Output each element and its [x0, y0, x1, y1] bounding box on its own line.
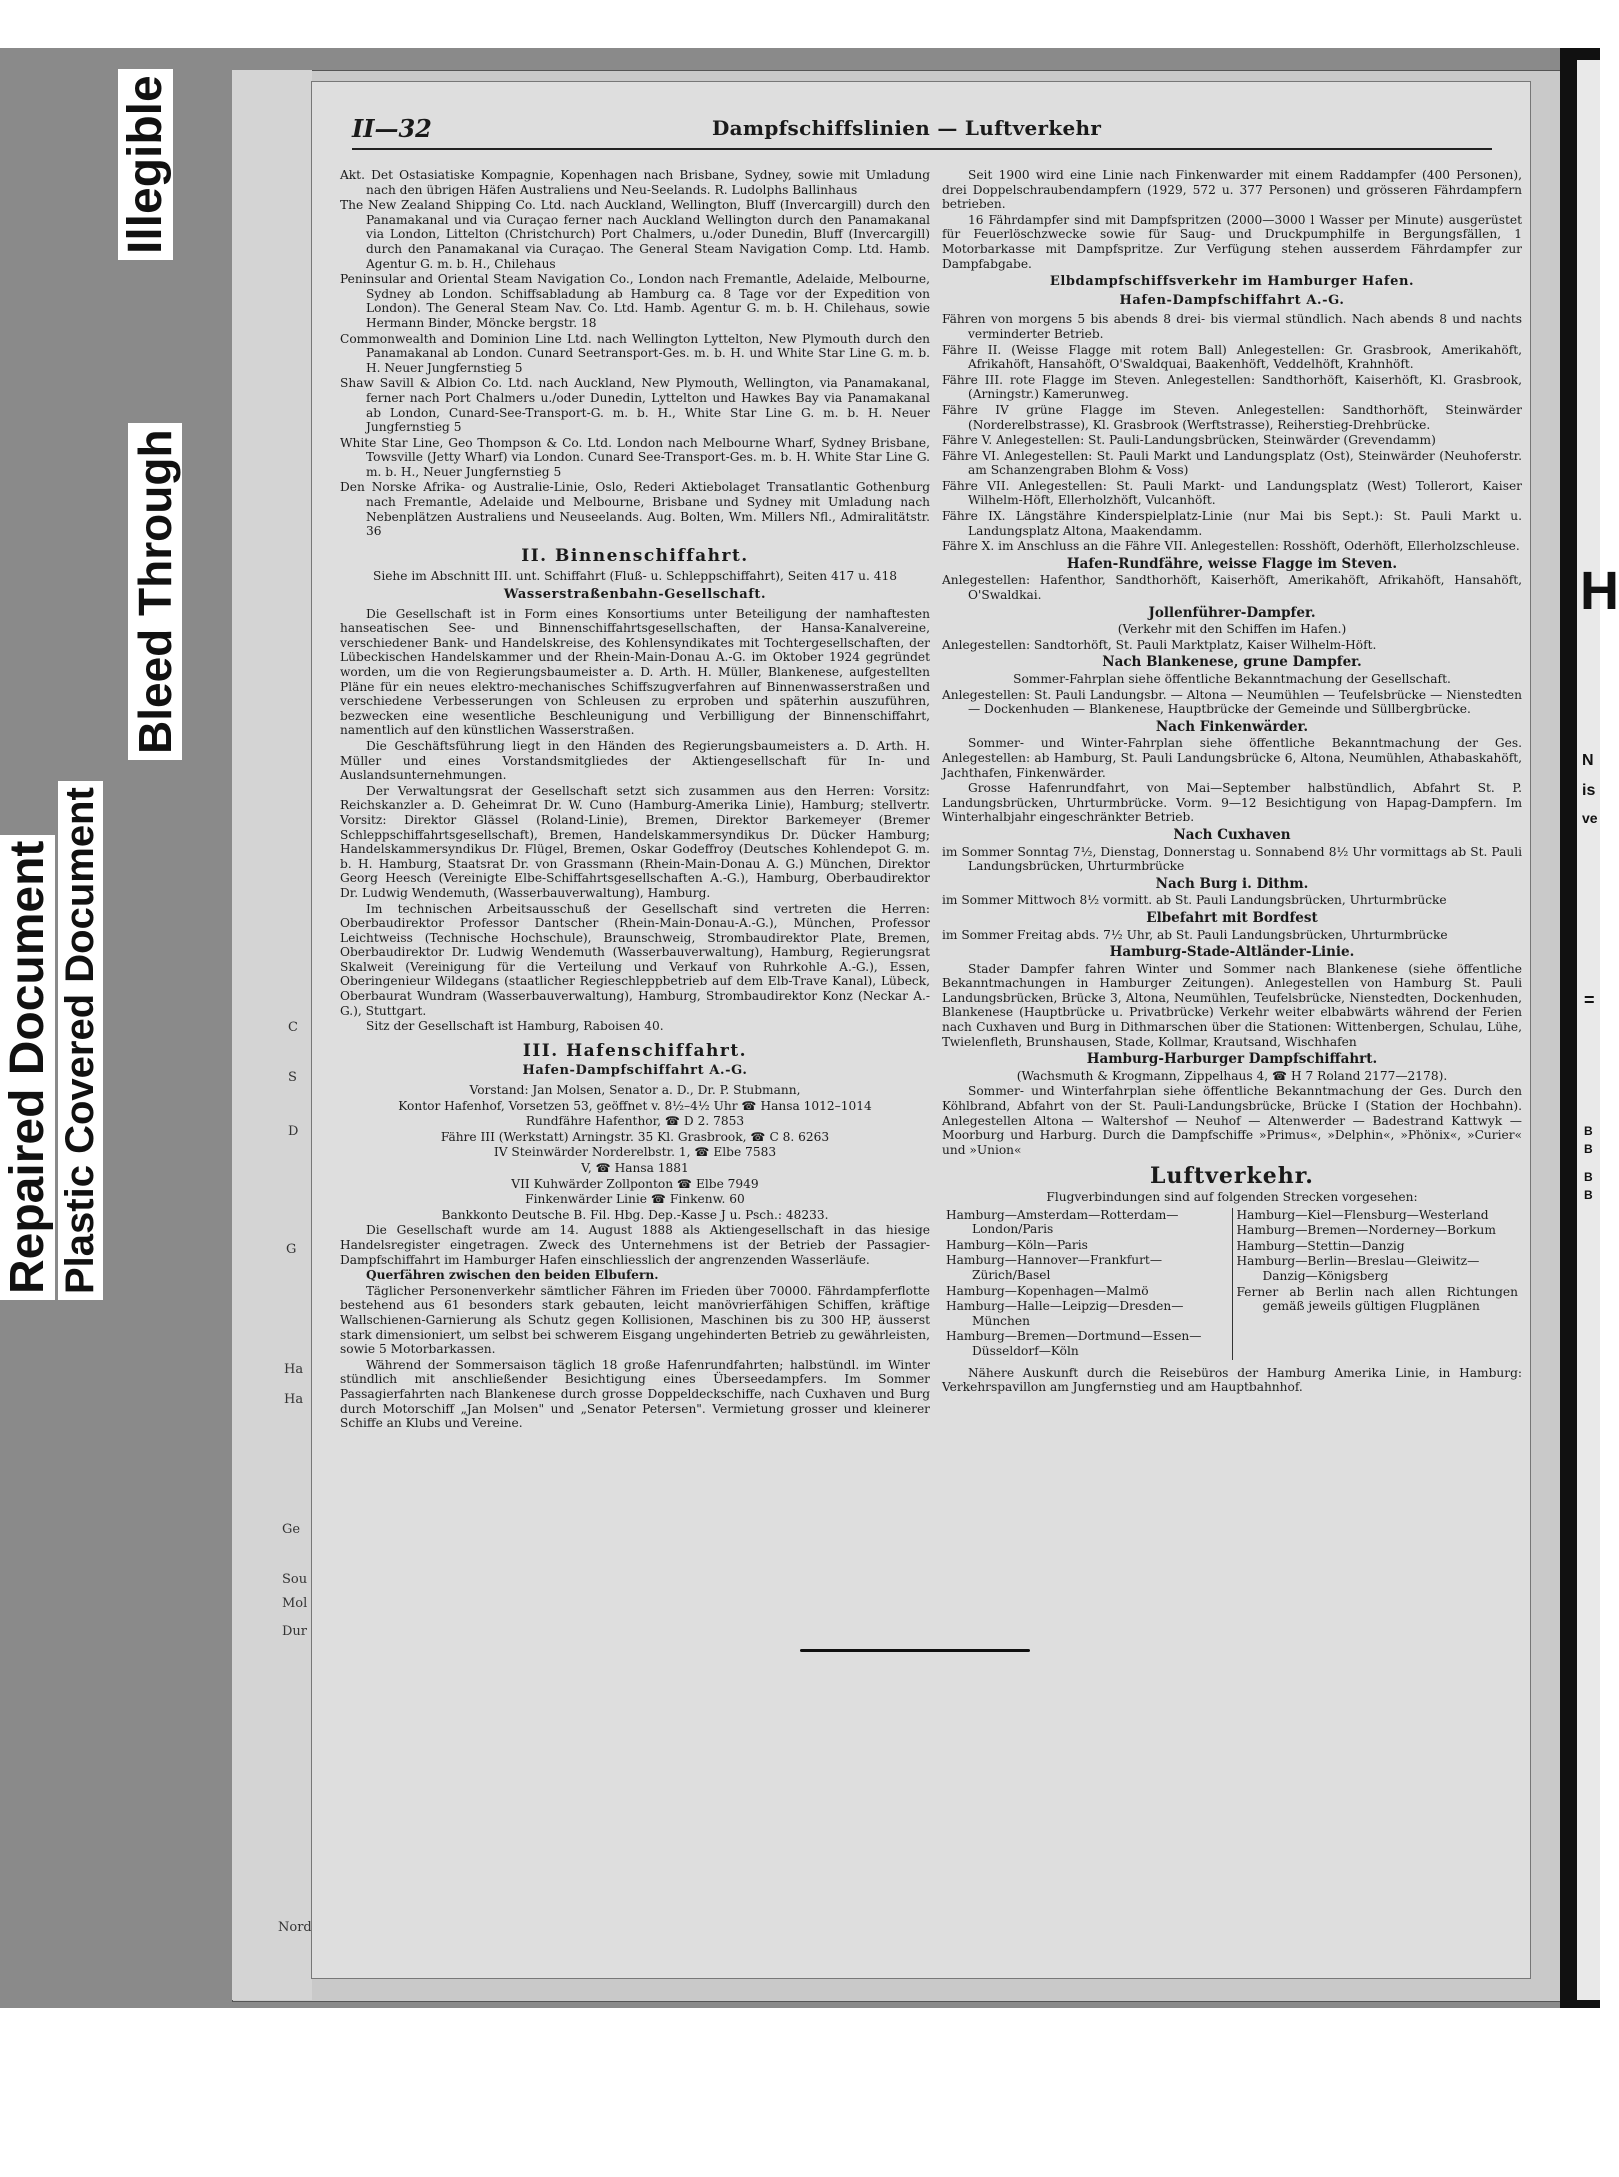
shipping-line-entry: Commonwealth and Dominion Line Ltd. nach Wellington Lyttelton, New Plymouth durch den Panamakanal ab London. Cunard Seetransport-Ges. m. b. H. und White Star Line G. m. b. H. Neuer Jungfernstieg 5	[340, 331, 930, 375]
paragraph: Die Geschäftsführung liegt in den Händen des Regierungsbaumeisters a. D. Arth. H. Müller und eines Vorstandsmitgliedes der Aktiengesellschaft für In- und Auslandsunternehmungen.	[340, 738, 930, 783]
section-heading-hafenschiffahrt: III. Hafenschiffahrt.	[522, 1040, 748, 1061]
edge-fragment: Sou	[282, 1572, 308, 1587]
edge-fragment: B	[1584, 1188, 1593, 1202]
edge-fragment: B	[1584, 1142, 1593, 1156]
ferry-entry: Fähre III. rote Flagge im Steven. Anlegestellen: Sandthorhöft, Kaiserhöft, Kl. Grasbrook, (Arningstr.) Kamerunweg.	[942, 372, 1522, 402]
right-column	[942, 168, 1522, 1396]
edge-fragment: D	[288, 1124, 299, 1139]
edge-fragment: G	[286, 1242, 297, 1257]
paragraph: Sommer-Fahrplan siehe öffentliche Bekanntmachung der Gesellschaft.	[1013, 672, 1451, 686]
left-margin-strip	[232, 70, 312, 2000]
subheading-cuxhaven: Nach Cuxhaven	[1173, 826, 1291, 843]
end-rule	[800, 1649, 1030, 1652]
subheading-wasserstrassenbahn: Wasserstraßenbahn-Gesellschaft.	[503, 587, 767, 603]
page-header	[352, 114, 1492, 150]
paragraph: Seit 1900 wird eine Linie nach Finkenwarder mit einem Raddampfer (400 Personen), drei Doppelschraubendampfern (1929, 572 u. 377 Personen) und grösseren Fährdampfern betrieben.	[942, 168, 1522, 212]
paragraph: Anlegestellen: Hafenthor, Sandthorhöft, Kaiserhöft, Amerikahöft, Afrikahöft, Hansahöft, O'Swaldkai.	[942, 573, 1522, 603]
contact-line: Vorstand: Jan Molsen, Senator a. D., Dr. P. Stubmann,	[469, 1083, 801, 1098]
document-page	[312, 82, 1530, 1978]
ferry-entry: Fähren von morgens 5 bis abends 8 drei- bis viermal stündlich. Nach abends 8 und nachts verminderter Betrieb.	[942, 312, 1522, 341]
list-item: Hamburg—Stettin—Danzig	[1236, 1238, 1405, 1253]
subheading-jollenfuehrer: Jollenführer-Dampfer.	[1148, 604, 1316, 621]
edge-fragment: Mol	[282, 1596, 308, 1611]
contact-line: V, ☎ Hansa 1881	[581, 1161, 689, 1175]
page-title: Dampfschiffslinien — Luftverkehr	[712, 116, 1102, 140]
subheading-harburg: Hamburg-Harburger Dampfschiffahrt.	[1086, 1051, 1378, 1068]
list-item: Hamburg—Kiel—Flensburg—Westerland	[1236, 1207, 1489, 1222]
page-number: II—32	[352, 114, 432, 143]
paragraph: im Sommer Sonntag 7½, Dienstag, Donnerstag u. Sonnabend 8½ Uhr vormittags ab St. Pauli Landungsbrücken, Uhrturmbrücke	[942, 844, 1522, 874]
contact-line: Kontor Hafenhof, Vorsetzen 53, geöffnet v. 8½–4½ Uhr ☎ Hansa 1012–1014	[398, 1098, 872, 1113]
list-item: Hamburg—Kopenhagen—Malmö	[946, 1283, 1149, 1298]
section-heading-binnenschiffahrt: II. Binnenschiffahrt.	[521, 545, 749, 566]
list-item: Ferner ab Berlin nach allen Richtungen gemäß jeweils gültigen Flugplänen	[1236, 1284, 1518, 1314]
left-column	[340, 168, 930, 1432]
paragraph: Im technischen Arbeitsausschuß der Gesellschaft sind vertreten die Herren: Oberbaudirektor Professor Dantscher (Rhein-Main-Donau-A.-G.), München, Professor Leichtweiss (Technische Hochschule), Braunschweig, Strombaudirektor Plate, Bremen, Oberbaudirektor Dr. Ludwig Wendemuth (Wasserbauverwaltung), Hamburg, Regierungsrat Skalweit (Vereinigung für die Verteilung und Verkauf von Ruhrkohle A.-G.), Essen, Oberingenieur Wildegans (staatlicher Regieschleppbetrieb auf dem Elb-Trave Kanal), Lübeck, Oberbaurat Wundram (Wasserbauverwaltung), Hamburg, Strombaudirektor Konz (Neckar A.-G.), Stuttgart.	[340, 901, 930, 1018]
section-reference: Siehe im Abschnitt III. unt. Schiffahrt (Fluß- u. Schleppschiffahrt), Seiten 417 u. 418	[372, 569, 898, 584]
edge-fragment: S	[288, 1070, 297, 1085]
ferry-entry: Fähre IX. Längstähre Kinderspielplatz-Linie (nur Mai bis Sept.): St. Pauli Markt u. Landungsplatz Altona, Maakendamm.	[942, 509, 1522, 538]
edge-fragment: B	[1584, 1170, 1593, 1184]
paragraph: Täglicher Personenverkehr sämtlicher Fähren im Frieden über 70000. Fährdampferflotte bestehend aus 61 besonders stark gebauten, leicht manövrierfähigen Schiffen, kräftige Wallschienen-Garnierung als Schutz gegen Kollisionen, Maschinen bis zu 300 HP, äusserst stark dimensioniert, um selbst bei schwerem Eisgang ungehinderten Betrieb zu gewährleisten, sowie 5 Motorbarkassen.	[340, 1283, 930, 1357]
paragraph: Sommer- und Winterfahrplan siehe öffentliche Bekanntmachung der Ges. Durch den Köhlbrand, Abfahrt von der St. Pauli-Landungsbrücke, Brücke I (Station der Hochbahn). Anlegestellen Altona — Waltershof — Neuhof — Altenwerder — Badestrand Kattwyk — Moorburg und Harburg. Durch die Dampfschiffe »Primus«, »Delphin«, »Phönix«, »Curier« und »Union«	[942, 1084, 1522, 1157]
edge-fragment: =	[1584, 990, 1595, 1010]
label-repaired-document: Repaired Document	[0, 835, 55, 1300]
section-heading-luftverkehr: Luftverkehr.	[1150, 1163, 1314, 1190]
subheading-hafen-dampfschiffahrt: Hafen-Dampfschiffahrt A.-G.	[1119, 292, 1345, 308]
paragraph: Sitz der Gesellschaft ist Hamburg, Raboisen 40.	[366, 1019, 664, 1034]
list-item: Hamburg—Berlin—Breslau—Gleiwitz—Danzig—Königsberg	[1236, 1254, 1480, 1283]
paragraph: Während der Sommersaison täglich 18 große Hafenrundfahrten; halbstündl. im Winter stündlich mit anschließender Besichtigung eines Überseedampfers. Im Sommer Passagierfahrten nach Blankenese durch grosse Doppeldeckschiffe, nach Cuxhaven und Burg durch Motorschiff „Jan Molsen" und „Senator Petersen". Vermietung grosser und kleinerer Schiffe an Klubs und Vereine.	[340, 1357, 930, 1431]
edge-fragment: B	[1584, 1124, 1593, 1138]
subheading-burg: Nach Burg i. Dithm.	[1155, 875, 1309, 892]
edge-fragment: C	[288, 1020, 298, 1035]
paragraph: Die Gesellschaft wurde am 14. August 1888 als Aktiengesellschaft in das hiesige Handelsregister eingetragen. Zweck des Unternehmens ist der Betrieb der Passagier-Dampfschiffahrt im Hamburger Hafen einschliesslich der angrenzenden Wasserläufe.	[340, 1223, 930, 1267]
list-item: Hamburg—Bremen—Dortmund—Essen—Düsseldorf—Köln	[946, 1329, 1202, 1358]
list-item: Hamburg—Köln—Paris	[946, 1237, 1088, 1252]
ferry-entry: Fähre VI. Anlegestellen: St. Pauli Markt und Landungsplatz (Ost), Steinwärder (Neuhoferstr. am Schanzengraben Blohm & Voss)	[942, 448, 1522, 478]
flight-routes	[942, 1208, 1522, 1360]
edge-fragment: Nord	[278, 1920, 312, 1935]
address-line: (Wachsmuth & Krogmann, Zippelhaus 4, ☎ H 7 Roland 2177—2178).	[1016, 1068, 1448, 1083]
paragraph: Grosse Hafenrundfahrt, von Mai—September halbstündlich, Abfahrt St. P. Landungsbrücken, Uhrturmbrücke. Vorm. 9—12 Besichtigung von Hapag-Dampfern. Im Winterhalbjahr eingeschränkter Betrieb.	[942, 781, 1522, 825]
paragraph: Querfähren zwischen den beiden Elbufern.	[366, 1268, 659, 1283]
contact-line: Finkenwärder Linie ☎ Finkenw. 60	[525, 1192, 745, 1207]
paragraph: Anlegestellen: Sandtorhöft, St. Pauli Marktplatz, Kaiser Wilhelm-Höft.	[942, 637, 1377, 652]
adjacent-page-edge	[1577, 60, 1600, 2000]
edge-fragment: is	[1582, 782, 1596, 799]
paragraph: im Sommer Freitag abds. 7½ Uhr, ab St. Pauli Landungsbrücken, Uhrturmbrücke	[942, 927, 1448, 942]
paragraph: Stader Dampfer fahren Winter und Sommer nach Blankenese (siehe öffentliche Bekanntmachungen in Hamburger Zeitungen). Anlegestellen von Hamburg St. Pauli Landungsbrücken, Brücke 3, Altona, Neumühlen, Teufelsbrücke, Nienstedten, Dockenhuden, Blankenese (Hauptbrücke u. Privatbrücke) Verkehr weiter elbabwärts während der Ferien nach Cuxhaven und Burg in Dithmarschen über die Stationen: Wittenbergen, Schulau, Lühe, Twielenfleth, Brunshausen, Stade, Kollmar, Krautsand, Wischhafen	[942, 961, 1522, 1049]
contact-line: Bankkonto Deutsche B. Fil. Hbg. Dep.-Kasse J u. Psch.: 48233.	[441, 1207, 829, 1222]
contact-line: VII Kuhwärder Zollponton ☎ Elbe 7949	[511, 1176, 759, 1191]
ferry-entry: Fähre V. Anlegestellen: St. Pauli-Landungsbrücken, Steinwärder (Grevendamm)	[942, 433, 1436, 448]
edge-fragment: Ge	[282, 1522, 301, 1537]
paragraph: Die Gesellschaft ist in Form eines Konsortiums unter Beteiligung der namhaftesten hanseatischen See- und Binnenschiffahrtsgesellschaften, der Hansa-Kanalvereine, verschiedener Bank- und Handelskreise, des Kohlensyndikates mit Tochtergesellschaften, der Lübeckischen Handelskammer und der Rhein-Main-Donau A.-G. im Oktober 1924 gegründet worden, um die von Regierungsbaumeister a. D. Arth. H. Müller, Blankenese, aufgestellten Pläne für ein neues elektro-mechanisches Schiffszugverfahren auf Binnenwasserstraßen und verschiedene Verbesserungen von Schleusen zu erproben und späterhin auszuführen, bezwecken eine wesentliche Beschleunigung und Verbilligung der Binnenschiffahrt, namentlich auf den künstlichen Wasserstraßen.	[340, 606, 930, 738]
subheading-stade: Hamburg-Stade-Altländer-Linie.	[1109, 944, 1355, 961]
paragraph: Anlegestellen: St. Pauli Landungsbr. — Altona — Neumühlen — Teufelsbrücke — Nienstedten — Dockenhuden — Blankenese, Hauptbrücke der Gemeinde und Süllbergbrücke.	[942, 687, 1522, 717]
label-plastic-covered-document: Plastic Covered Document	[58, 781, 103, 1300]
note: (Verkehr mit den Schiffen im Hafen.)	[1117, 622, 1347, 637]
shipping-line-entry: The New Zealand Shipping Co. Ltd. nach Auckland, Wellington, Bluff (Invercargill) durch den Panamakanal und via Curaçao ferner nach Auckland Wellington durch den Panamakanal via London, Littelton (Christchurch) Port Chalmers, u./oder Dunedin, Bluff (Invercargill) durch den Panamakanal via Curaçao. The General Steam Navigation Comp. Ltd. Hamb. Agentur G. m. b. H., Chilehaus	[340, 198, 930, 271]
paragraph: im Sommer Mittwoch 8½ vormitt. ab St. Pauli Landungsbrücken, Uhrturmbrücke	[942, 893, 1447, 908]
shipping-line-entry: Peninsular and Oriental Steam Navigation Co., London nach Fremantle, Adelaide, Melbourne, Sydney ab London. Schiffsabladung ab Hamburg ca. 8 Tage vor der Expedition von London). The General Steam Nav. Co. Ltd. Hamb. Agentur G. m. b. H. Chilehaus, sowie Hermann Binder, Möncke bergstr. 18	[340, 272, 930, 330]
edge-fragment: Dur	[282, 1624, 308, 1639]
edge-fragment: H	[1580, 561, 1619, 621]
flight-routes-left	[942, 1208, 1233, 1360]
paragraph: 16 Fährdampfer sind mit Dampfspritzen (2000—3000 l Wasser per Minute) ausgerüstet für Feuerlöschzwecke sowie für Saug- und Druckpumphilfe in Bergungsfällen, 1 Motorbarkasse mit Dampfspritze. Zur Verfügung stehen ausserdem Fährdampfer zur Dampfabgabe.	[942, 212, 1522, 271]
paragraph: Flugverbindungen sind auf folgenden Strecken vorgesehen:	[1046, 1190, 1418, 1204]
flight-routes-right	[1233, 1208, 1523, 1360]
paragraph: Sommer- und Winter-Fahrplan siehe öffentliche Bekanntmachung der Ges. Anlegestellen: ab Hamburg, St. Pauli Landungsbrücke 6, Altona, Neumühlen, Athabaskahöft, Jachthafen, Finkenwärder.	[942, 736, 1522, 780]
subheading-hafen-dampfschiffahrt: Hafen-Dampfschiffahrt A.-G.	[522, 1063, 748, 1079]
subheading-blankenese: Nach Blankenese, grune Dampfer.	[1102, 654, 1362, 671]
subheading-elbefahrt: Elbefahrt mit Bordfest	[1146, 909, 1318, 926]
subheading-rundfaehre: Hafen-Rundfähre, weisse Flagge im Steven.	[1066, 555, 1398, 572]
edge-fragment: ve	[1582, 810, 1598, 826]
paragraph: Der Verwaltungsrat der Gesellschaft setzt sich zusammen aus den Herren: Vorsitz: Reichskanzler a. D. Geheimrat Dr. W. Cuno (Hamburg-Amerika Linie), Hamburg; stellvertr. Vorsitz: Direktor Glässel (Roland-Linie), Bremen, Direktor Barkemeyer (Bremer Schleppschiffahrtsgesellschaft), Bremen, Handelskammersyndikus Dr. Dücker Hamburg; Handelskammersyndikus Dr. Flügel, Bremen, Oskar Godeffroy (Deutsches Kohlendepot G. m. b. H. Hamburg, Staatsrat Dr. von Grassmann (Rhein-Main-Donau A. G.) München, Direktor Georg Heesch (Vereinigte Elbe-Schiffahrtsgesellschaften A.-G.), Hamburg, Oberbaudirektor Dr. Ludwig Wendemuth, (Wasserbauverwaltung), Hamburg.	[340, 783, 930, 900]
subheading-elbdampfschiffsverkehr: Elbdampfschiffsverkehr im Hamburger Hafen.	[1049, 274, 1415, 290]
edge-fragment: Ha	[284, 1362, 304, 1377]
edge-fragment: N	[1582, 752, 1594, 769]
list-item: Hamburg—Hannover—Frankfurt—Zürich/Basel	[946, 1253, 1163, 1282]
paragraph: Nähere Auskunft durch die Reisebüros der Hamburg Amerika Linie, in Hamburg: Verkehrspavillon am Jungfernstieg und am Hauptbahnhof.	[942, 1365, 1522, 1395]
shipping-line-entry: Shaw Savill & Albion Co. Ltd. nach Auckland, New Plymouth, Wellington, via Panamakanal, ferner nach Port Chalmers u./oder Dunedin, Lyttelton und Hawkes Bay via Panamakanal ab London, Cunard-See-Transport-G. m. b. H., White Star Line G. m. b. H. Neuer Jungfernstieg 5	[340, 376, 930, 435]
list-item: Hamburg—Bremen—Norderney—Borkum	[1236, 1223, 1496, 1238]
contact-line: Fähre III (Werkstatt) Arningstr. 35 Kl. Grasbrook, ☎ C 8. 6263	[440, 1129, 830, 1144]
shipping-line-entry: Akt. Det Ostasiatiske Kompagnie, Kopenhagen nach Brisbane, Sydney, sowie mit Umladung nach den übrigen Häfen Australiens und Neu-Seelands. R. Ludolphs Ballinhaus	[340, 168, 930, 197]
contact-line: Rundfähre Hafenthor, ☎ D 2. 7853	[525, 1114, 745, 1129]
ferry-entry: Fähre X. im Anschluss an die Fähre VII. Anlegestellen: Rosshöft, Oderhöft, Ellerholzschleuse.	[942, 539, 1520, 554]
contact-line: IV Steinwärder Norderelbstr. 1, ☎ Elbe 7583	[493, 1145, 777, 1160]
list-item: Hamburg—Halle—Leipzig—Dresden—München	[946, 1299, 1184, 1328]
subheading-finkenwaerder: Nach Finkenwärder.	[1155, 718, 1309, 735]
label-illegible: Illegible	[118, 69, 173, 260]
ferry-entry: Fähre VII. Anlegestellen: St. Pauli Markt- und Landungsplatz (West) Tollerort, Kaiser Wilhelm-Höft, Ellerholzhöft, Vulcanhöft.	[942, 478, 1522, 508]
label-bleed-through: Bleed Through	[128, 423, 182, 760]
edge-fragment: Ha	[284, 1392, 304, 1407]
shipping-line-entry: White Star Line, Geo Thompson & Co. Ltd. London nach Melbourne Wharf, Sydney Brisbane, Towsville (Jetty Wharf) via London. Cunard See-Transport-Ges. m. b. H. White Star Line G. m. b. H., Neuer Jungfernstieg 5	[340, 435, 930, 479]
shipping-line-entry: Den Norske Afrika- og Australie-Linie, Oslo, Rederi Aktiebolaget Transatlantic Gothenburg nach Fremantle, Adelaide und Melbourne, Brisbane und Sydney mit Umladung nach Nebenplätzen Australiens und Neuseelands. Aug. Bolten, Wm. Millers Nfl., Admiralitätstr. 36	[340, 480, 930, 539]
ferry-entry: Fähre II. (Weisse Flagge mit rotem Ball) Anlegestellen: Gr. Grasbrook, Amerikahöft, Afrikahöft, Hansahöft, O'Swaldquai, Baakenhöft, Veddelhöft, Krahnhöft.	[942, 342, 1522, 372]
ferry-entry: Fähre IV grüne Flagge im Steven. Anlegestellen: Sandthorhöft, Steinwärder (Norderelbstrasse), Kl. Grasbrook (Werftstrasse), Reiherstieg-Drehbrücke.	[942, 402, 1522, 432]
list-item: Hamburg—Amsterdam—Rotterdam—London/Paris	[946, 1207, 1179, 1237]
